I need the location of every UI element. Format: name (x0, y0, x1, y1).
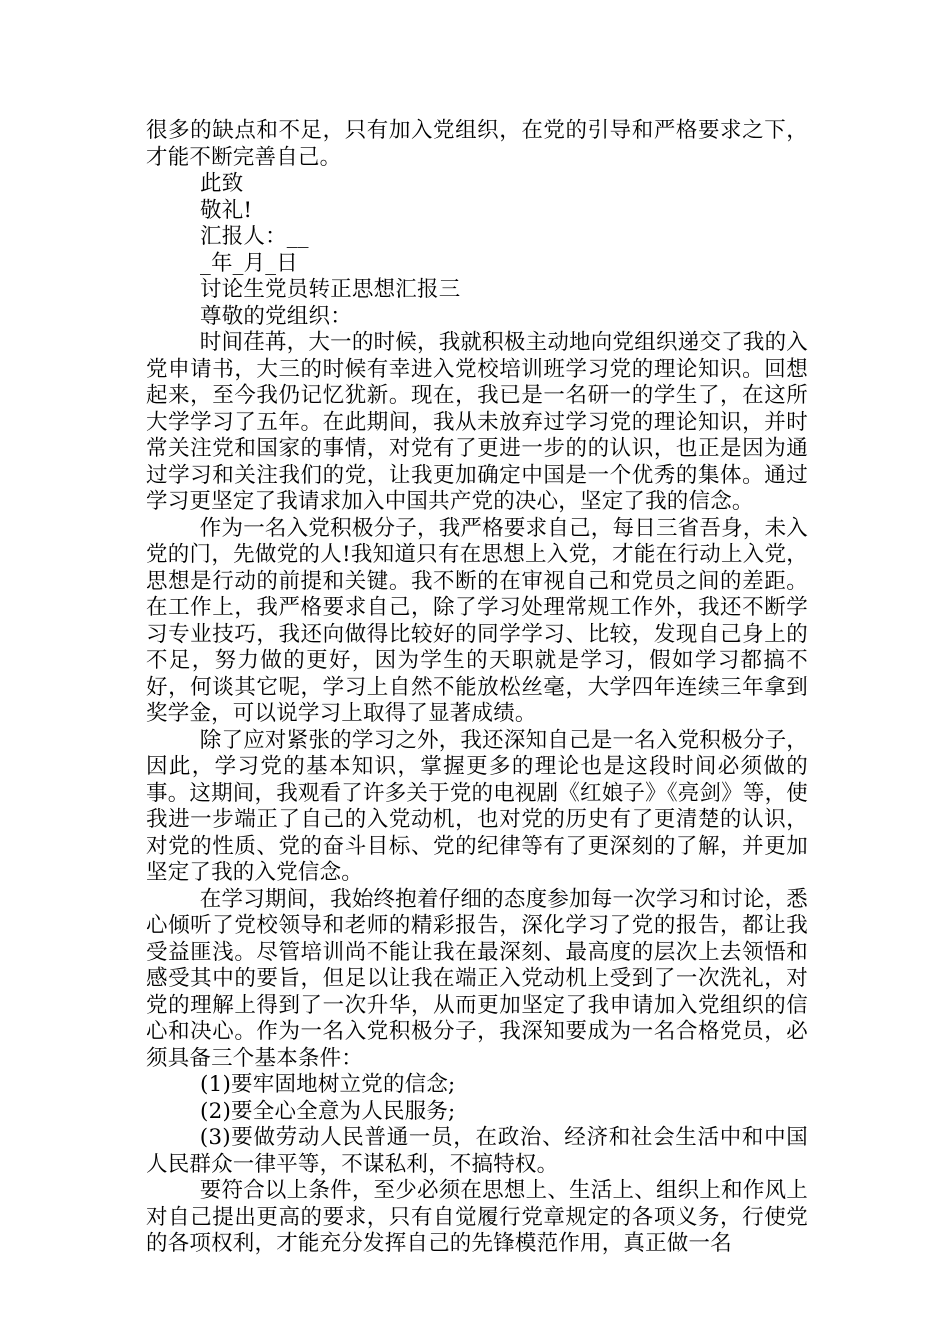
document-body (146, 118, 808, 1258)
paragraph-5: 要符合以上条件，至少必须在思想上、生活上、组织上和作风上对自己提出更高的要求，只有自觉履行党章规定的各项义务，行使党的各项权利，才能充分发挥自己的先锋模范作用，真正做一名 (146, 1178, 808, 1256)
list-item-2: (2)要全心全意为人民服务; (200, 1098, 456, 1124)
paragraph-4: 在学习期间，我始终抱着仔细的态度参加每一次学习和讨论，悉心倾听了党校领导和老师的精彩报告，深化学习了党的报告，都让我受益匪浅。尽管培训尚不能让我在最深刻、最高度的层次上去领悟和感受其中的要旨，但足以让我在端正入党动机上受到了一次洗礼，对党的理解上得到了一次升华，从而更加坚定了我申请加入党组织的信心和决心。作为一名入党积极分子，我深知要成为一名合格党员，必须具备三个基本条件： (146, 886, 808, 1071)
paragraph-3: 除了应对紧张的学习之外，我还深知自己是一名入党积极分子，因此，学习党的基本知识，掌握更多的理论也是这段时间必须做的事。这期间，我观看了许多关于党的电视剧《红娘子》《亮剑》等，使我进一步端正了自己的入党动机，也对党的历史有了更清楚的认识，对党的性质、党的奋斗目标、党的纪律等有了更深刻的了解，并更加坚定了我的入党信念。 (146, 727, 808, 885)
paragraph-2: 作为一名入党积极分子，我严格要求自己，每日三省吾身，未入党的门，先做党的人!我知道只有在思想上入党，才能在行动上入党，思想是行动的前提和关键。我不断的在审视自己和党员之间的差距。在工作上，我严格要求自己，除了学习处理常规工作外，我还不断学习专业技巧，我还向做得比较好的同学学习、比较，发现自己身上的不足，努力做的更好，因为学生的天职就是学习，假如学习都搞不好，何谈其它呢，学习上自然不能放松丝毫，大学四年连续三年拿到奖学金，可以说学习上取得了显著成绩。 (146, 515, 808, 726)
paragraph-1: 时间荏苒，大一的时候，我就积极主动地向党组织递交了我的入党申请书，大三的时候有幸进入党校培训班学习党的理论知识。回想起来，至今我仍记忆犹新。现在，我已是一名研一的学生了，在这所大学学习了五年。在此期间，我从未放弃过学习党的理论知识，并时常关注党和国家的事情，对党有了更进一步的的认识，也正是因为通过学习和关注我们的党，让我更加确定中国是一个优秀的集体。通过学习更坚定了我请求加入中国共产党的决心，坚定了我的信念。 (146, 330, 808, 514)
date-line: _年_月_日 (200, 250, 298, 276)
closing-line-1: 此致 (200, 171, 244, 196)
salutation: 尊敬的党组织： (200, 303, 352, 329)
list-item-3: (3)要做劳动人民普通一员，在政治、经济和社会生活中和中国人民群众一律平等，不谋私利，不搞特权。 (146, 1125, 808, 1177)
reporter-line: 汇报人：__ (200, 224, 309, 249)
closing-line-2: 敬礼! (200, 197, 253, 223)
list-item-1: (1)要牢固地树立党的信念; (200, 1072, 456, 1097)
continuation-paragraph: 很多的缺点和不足，只有加入党组织，在党的引导和严格要求之下，才能不断完善自己。 (146, 118, 808, 170)
document-title: 讨论生党员转正思想汇报三 (200, 277, 461, 302)
